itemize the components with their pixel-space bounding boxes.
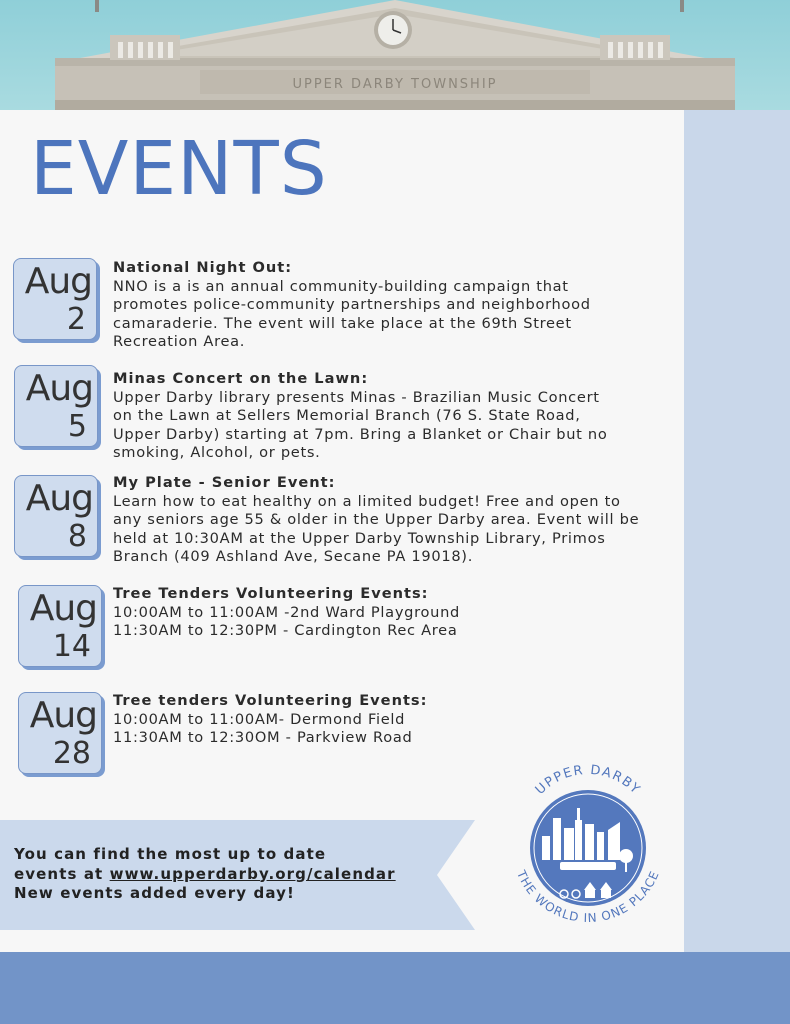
calendar-banner-text xyxy=(14,845,396,904)
upper-darby-logo xyxy=(498,758,678,938)
event-item xyxy=(113,370,683,463)
event-description-line: held at 10:30AM at the Upper Darby Township Library, Primos xyxy=(113,529,606,547)
event-item xyxy=(113,585,683,641)
event-title: Tree Tenders Volunteering Events: xyxy=(113,585,429,602)
side-band xyxy=(684,110,790,952)
event-description-line: promotes police-community partnerships and neighborhood xyxy=(113,296,591,313)
date-month: Aug xyxy=(25,478,93,519)
event-title: Tree tenders Volunteering Events: xyxy=(113,692,428,709)
township-building-illustration xyxy=(0,0,790,110)
date-month: Aug xyxy=(24,261,92,302)
date-badge xyxy=(18,585,102,667)
building-inscription: UPPER DARBY TOWNSHIP xyxy=(292,77,498,92)
date-badge xyxy=(14,475,98,557)
date-badge xyxy=(14,365,98,447)
banner-line: You can find the most up to date xyxy=(14,845,327,863)
date-day: 28 xyxy=(52,736,91,771)
banner-line: New events added every day! xyxy=(14,884,295,902)
banner-line-prefix: events at xyxy=(14,864,110,883)
date-day: 2 xyxy=(66,302,86,337)
date-badge xyxy=(13,258,97,340)
event-description-line: Recreation Area. xyxy=(113,333,246,350)
event-title: Minas Concert on the Lawn: xyxy=(113,370,369,387)
event-item xyxy=(113,474,683,567)
event-description-line: Learn how to eat healthy on a limited budget! Free and open to xyxy=(113,492,621,510)
event-description-line: Upper Darby) starting at 7pm. Bring a Blanket or Chair but no xyxy=(113,425,608,443)
event-title: National Night Out: xyxy=(113,259,293,276)
date-day: 8 xyxy=(67,519,87,554)
event-title: My Plate - Senior Event: xyxy=(113,474,336,491)
event-description-line: camaraderie. The event will take place at the 69th Street xyxy=(113,314,572,332)
date-day: 14 xyxy=(52,629,91,664)
event-description-line: 11:30AM to 12:30OM - Parkview Road xyxy=(113,729,413,746)
event-description-line: any seniors age 55 & older in the Upper Darby area. Event will be xyxy=(113,511,640,528)
page-title: EVENTS xyxy=(30,126,328,212)
event-description-line: Upper Darby library presents Minas - Brazilian Music Concert xyxy=(113,388,600,406)
date-month: Aug xyxy=(29,588,97,629)
event-description-line: 10:00AM to 11:00AM- Dermond Field xyxy=(113,710,406,728)
bottom-band xyxy=(0,952,790,1024)
date-badge xyxy=(18,692,102,774)
event-item xyxy=(113,259,683,352)
event-description-line: smoking, Alcohol, or pets. xyxy=(113,444,321,461)
date-day: 5 xyxy=(67,409,87,444)
event-description-line: 11:30AM to 12:30PM - Cardington Rec Area xyxy=(113,622,458,639)
event-item xyxy=(113,692,683,748)
header-photo xyxy=(0,0,790,110)
date-month: Aug xyxy=(29,695,97,736)
logo-text-top: UPPER DARBY xyxy=(532,762,644,798)
event-description-line: on the Lawn at Sellers Memorial Branch (76 S. State Road, xyxy=(113,407,581,424)
calendar-link[interactable]: www.upperdarby.org/calendar xyxy=(109,864,396,883)
event-description-line: NNO is a is an annual community-building campaign that xyxy=(113,277,569,295)
logo-text-bottom: THE WORLD IN ONE PLACE xyxy=(514,868,662,926)
event-description-line: 10:00AM to 11:00AM -2nd Ward Playground xyxy=(113,603,460,621)
banner-line xyxy=(14,865,396,885)
event-description-line: Branch (409 Ashland Ave, Secane PA 19018). xyxy=(113,548,474,565)
date-month: Aug xyxy=(25,368,93,409)
